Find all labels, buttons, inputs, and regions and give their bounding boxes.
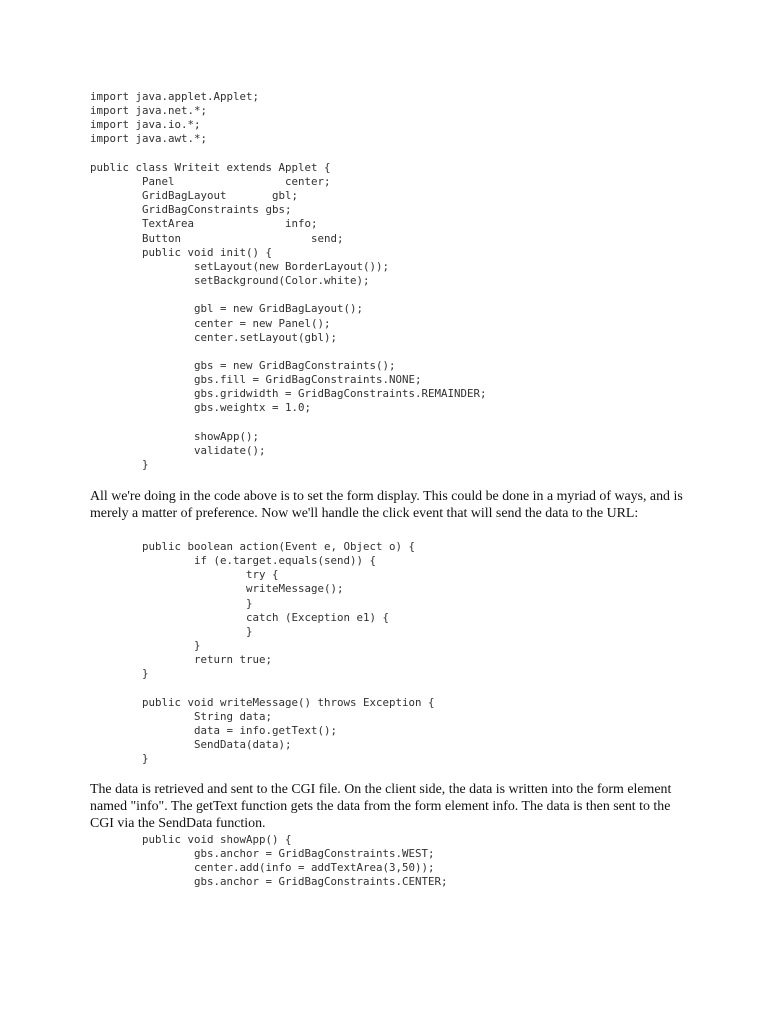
code-block-show-app: public void showApp() { gbs.anchor = GridBagConstraints.WEST; center.add(info = addTextArea(3,50)); gbs.anchor = GridBagConstraints.CENTER; <box>142 833 448 889</box>
code-block-applet-class: import java.applet.Applet; import java.net.*; import java.io.*; import java.awt.*; public class Writeit extends Applet { Panel center; GridBagLayout gbl; GridBagConstraints gbs; TextArea info; Button send; public void init() { setLayout(new BorderLayout()); setBackground(Color.white); gbl = new GridBagLayout(); center = new Panel(); center.setLayout(gbl); gbs = new GridBagConstraints(); gbs.fill = GridBagConstraints.NONE; gbs.gridwidth = GridBagConstraints.REMAINDER; gbs.weightx = 1.0; showApp(); validate(); } <box>90 90 487 472</box>
paragraph-form-display: All we're doing in the code above is to set the form display. This could be done in a myriad of ways, and is merely a matter of preference. Now we'll handle the click event that will send the data to the URL: <box>90 489 683 521</box>
paragraph-cgi-data: The data is retrieved and sent to the CGI file. On the client side, the data is written into the form element named "info". The getText function gets the data from the form element info. The data is then sent to the CGI via the SendData function. <box>90 782 672 831</box>
code-block-action-handler: public boolean action(Event e, Object o) { if (e.target.equals(send)) { try { writeMessage(); } catch (Exception e1) { } } return true; } public void writeMessage() throws Exception { String data; data = info.getText(); SendData(data); } <box>142 540 435 766</box>
